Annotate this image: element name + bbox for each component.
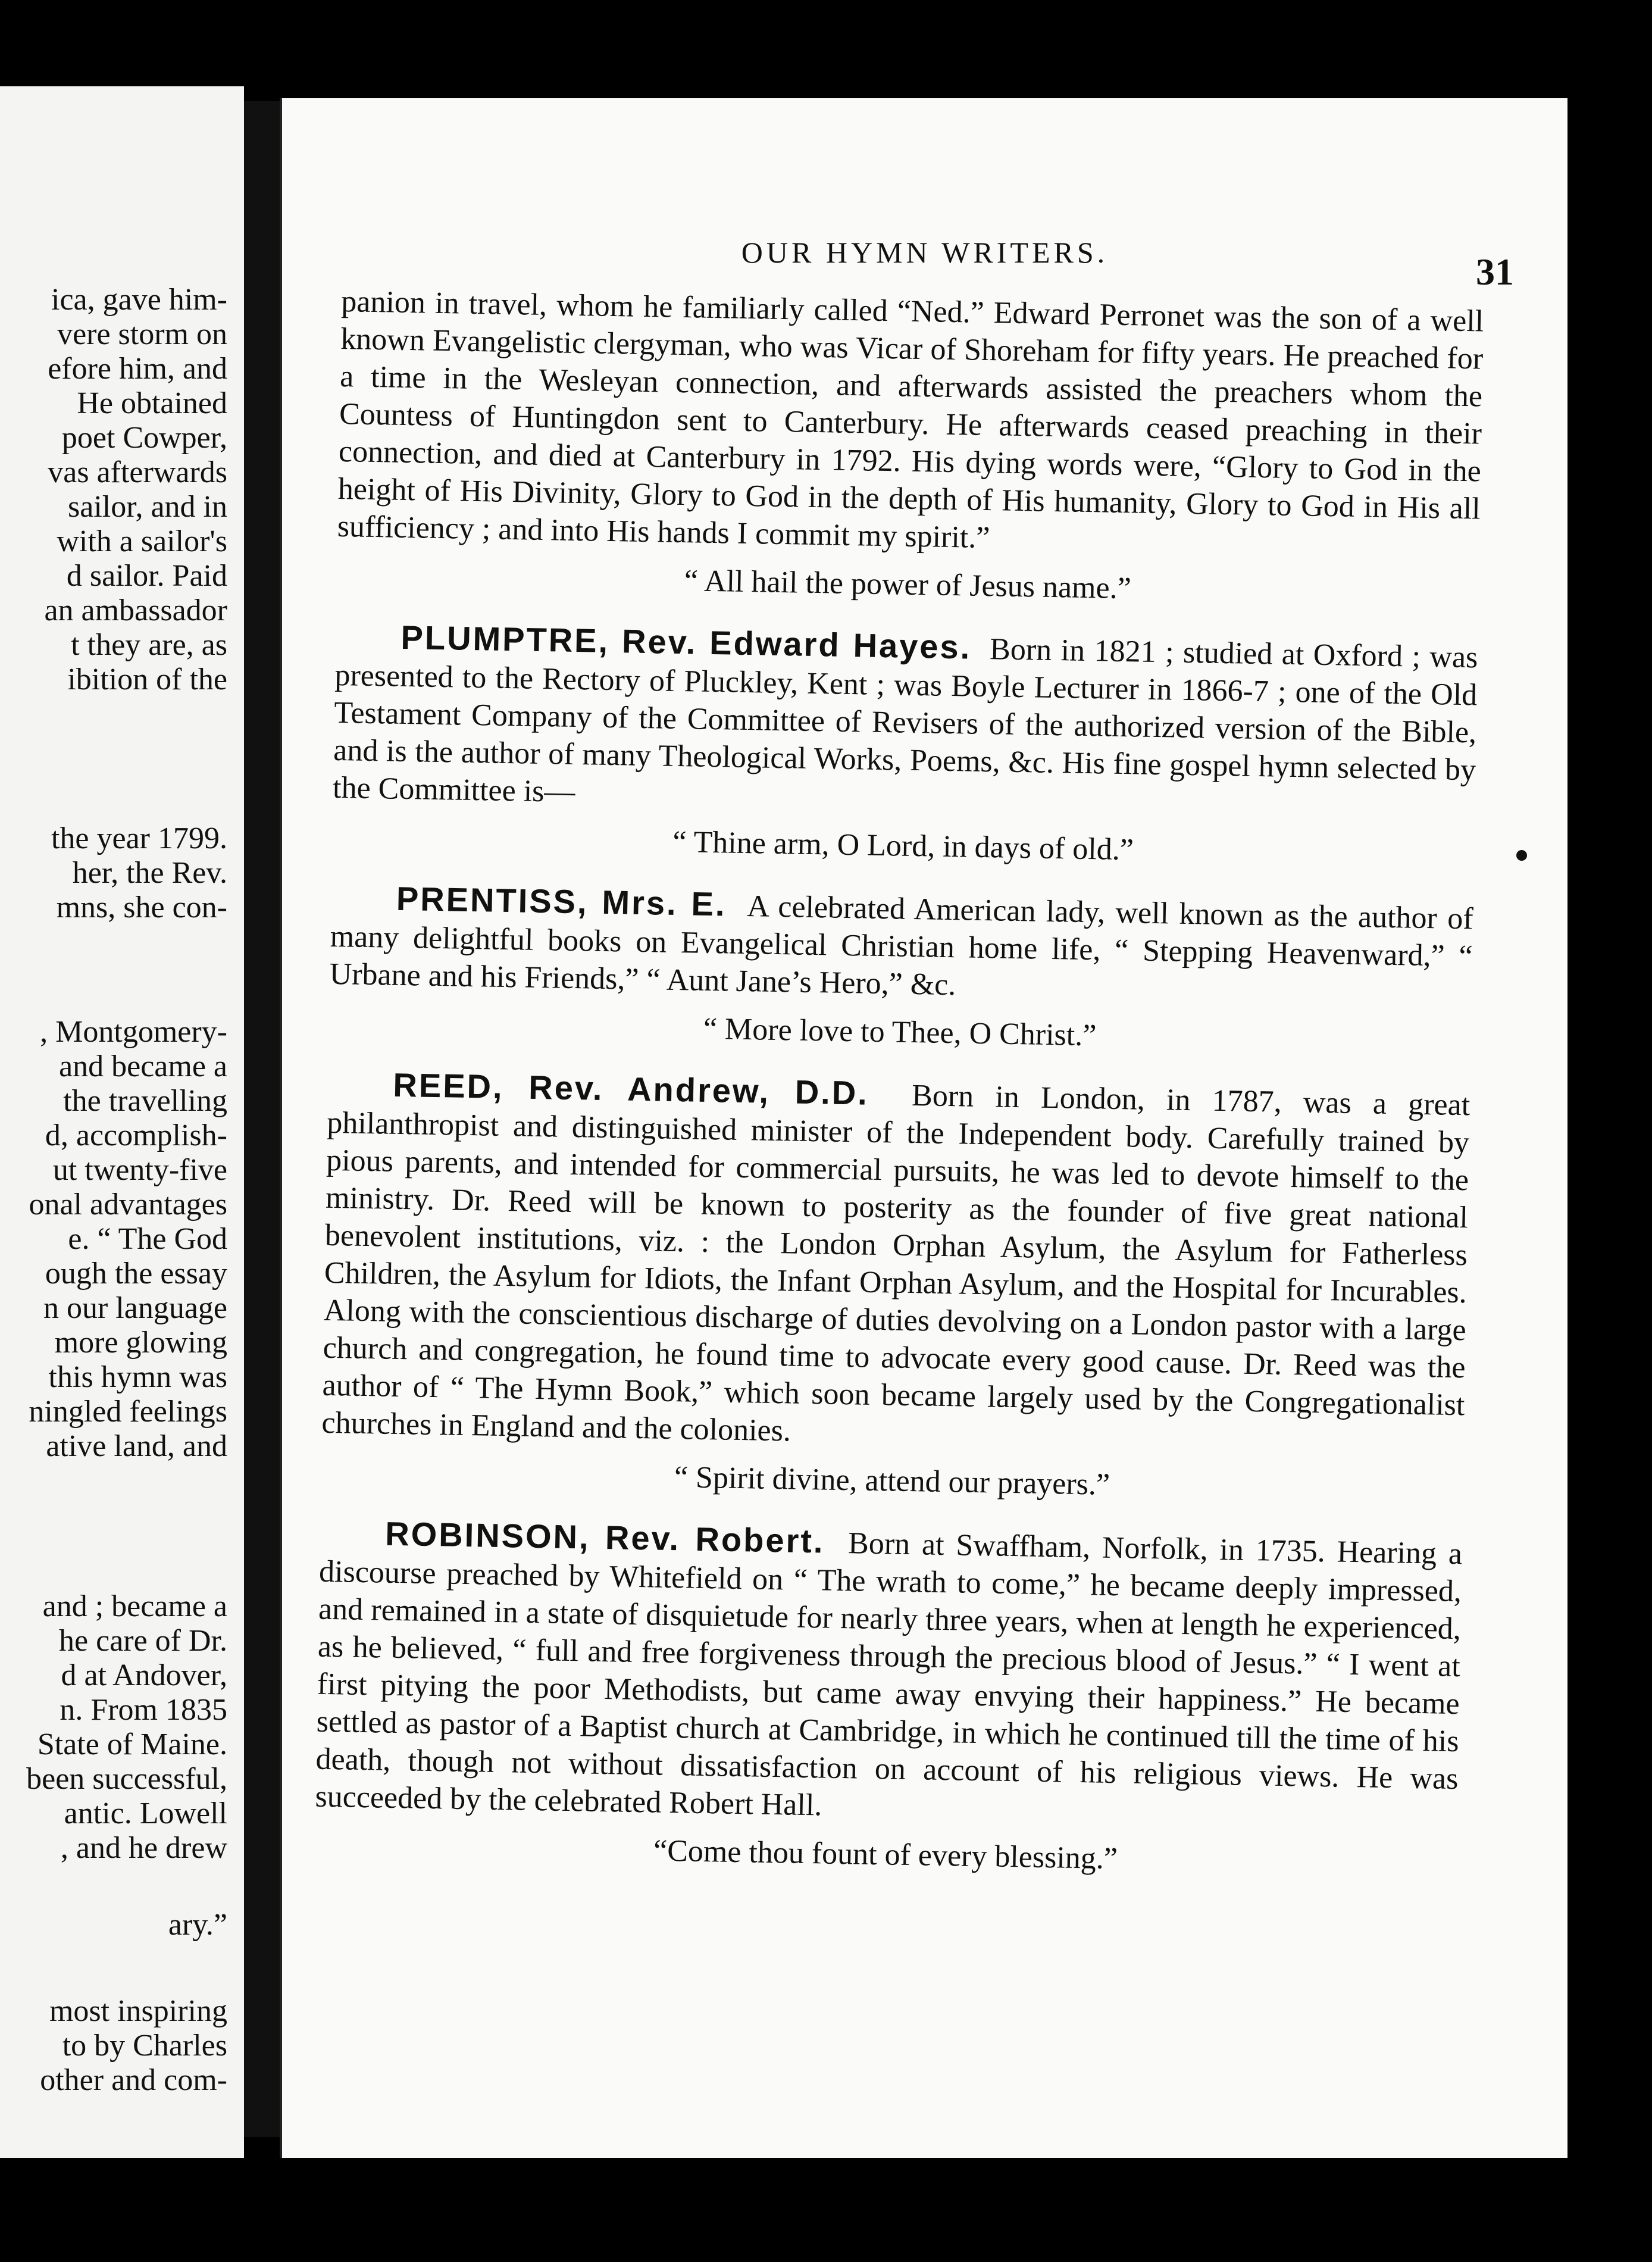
left-page-line: and ; became a [42,1589,227,1623]
intro-paragraph: panion in travel, whom he familiarly called “Ned.” Edward Perronet was the son of a well known Evangelistic clergyman, who was Vicar of Shoreham for fifty years. He preached for a time in the Wesleyan connection, and afterwards assisted the preachers whom the Countess of Huntingdon sent to Canterbury. He afterwards ceased preaching in their connection, and died at Canterbury in 1792. His dying words were, “Glory to God in the height of His Divinity, Glory to God in the depth of His humanity, Glory to God in His all sufficiency ; and into His hands I commit my spirit.” [337,284,1484,555]
left-page-line: mns, she con- [56,891,227,924]
entry-name: PLUMPTRE, Rev. Edward Hayes. [401,618,972,666]
left-page-line: ative land, and [46,1429,227,1463]
running-head: OUR HYMN WRITERS. [741,236,1109,269]
hymn-title: “Come thou fount of every blessing.” [653,1833,1118,1876]
left-page-line: , Montgomery- [40,1015,227,1049]
hymn-title: “ Thine arm, O Lord, in days of old.” [672,824,1134,867]
hymn-title: “ More love to Thee, O Christ.” [703,1011,1097,1053]
left-page-line: State of Maine. [37,1727,227,1761]
biography-entry [321,1065,1470,1510]
entry-text: Born in London, in 1787, was a great philanthropist and distinguished minister of the Independent body. Carefully trained by pious parents, and intended for commercial pursuits, he was led to devote himself to the ministry. Dr. Reed will be known to posterity as the founder of five great national benevolent institutions, viz. : the London Orphan Asylum, the Asylum for Fatherless Children, the Asylum for Idiots, the Infant Orphan Asylum, and the Hospital for Incurables. Along with the conscientious discharge of duties devolving on a London pastor with a large church and congregation, he found time to advocate every good cause. Dr. Reed was the author of “ The Hymn Book,” which soon became largely used by the Congregationalist churches in England and the colonies. [321,1078,1470,1448]
entry-name: ROBINSON, Rev. Robert. [384,1514,825,1560]
left-page-line: to by Charles [62,2029,227,2063]
page-body [314,283,1484,1883]
left-page-line: He obtained [77,386,227,420]
page-number: 31 [1476,251,1514,293]
left-page-line: sailor, and in [68,490,227,524]
left-page-line: n. From 1835 [60,1693,227,1727]
left-page-line: an ambassador [44,593,227,627]
left-page-line: n our language [43,1291,227,1325]
left-page-line: onal advantages [29,1188,227,1221]
left-page-line: antic. Lowell [64,1797,227,1830]
left-page-line: ut twenty-five [52,1153,227,1187]
left-page-line: e. “ The God [68,1222,227,1256]
biography-entry [331,617,1478,874]
right-page [280,98,1567,2158]
left-page-line: ica, gave him- [51,283,227,317]
entry-paragraph [315,1514,1463,1835]
left-page-line: and became a [59,1049,227,1083]
left-page-line: he care of Dr. [59,1624,227,1658]
hymn-title: “ All hail the power of Jesus name.” [684,564,1132,606]
left-page-line: been successful, [26,1762,227,1796]
margin-dot [1516,850,1527,861]
biography-entry [328,879,1473,1061]
entry-paragraph [333,617,1478,826]
left-page-line: vere storm on [57,317,227,351]
left-page-line: the year 1799. [51,821,227,855]
left-page-line: other and com- [40,2063,227,2097]
entry-paragraph [329,879,1473,1013]
left-page-line: poet Cowper, [61,421,227,455]
left-page-line: vas afterwards [48,455,227,489]
entry-name: PRENTISS, Mrs. E. [396,879,727,923]
entry-name: REED, Rev. Andrew, D.D. [392,1066,869,1112]
left-page-line: this hymn was [48,1360,227,1394]
left-page-line: most inspiring [49,1994,227,2028]
left-page-line: the travelling [63,1084,227,1118]
left-page-line: her, the Rev. [72,856,227,890]
left-page-line: efore him, and [48,352,227,386]
entry-text: Born at Swaffham, Norfolk, in 1735. Hearing a discourse preached by Whitefield on “ The wrath to come,” he became deeply impressed, and remained in a state of disquietude for nearly three years, when at length he experienced, as he believed, “ full and free forgiveness through the precious blood of Jesus.” “ I went at first pitying the poor Methodists, but came away envying their happiness.” He became settled as pastor of a Baptist church at Cambridge, in which he continued till the time of his death, though not without dissatisfaction on account of his religious views. He was succeeded by the celebrated Robert Hall. [315,1526,1463,1823]
hymn-title: “ Spirit divine, attend our prayers.” [674,1460,1110,1502]
left-page-line: ningled feelings [29,1395,227,1429]
left-page-line: more glowing [54,1326,227,1360]
left-page-line: ary.” [168,1908,227,1942]
left-page-line: with a sailor's [57,524,227,558]
entry-text: Born in 1821 ; studied at Oxford ; was presented to the Rectory of Pluckley, Kent ; was Boyle Lecturer in 1866-7 ; one of the Old Testament Company of the Committee of Revisers of the authorized version of the Bible, and is the author of many Theological Works, Poems, &c. His fine gospel hymn selected by the Committee is— [332,632,1478,809]
left-page-line: , and he drew [60,1831,227,1865]
left-page-line: ough the essay [45,1257,227,1291]
left-page-line: d sailor. Paid [66,559,227,593]
left-page-line: ibition of the [67,663,227,696]
left-facing-page [0,86,244,2158]
left-page-line: d at Andover, [61,1658,227,1692]
left-page-line: t they are, as [71,628,227,662]
entry-text: A celebrated American lady, well known as the author of many delightful books on Evangelical Christian home life, “ Stepping Heavenward,” “ Urbane and his Friends,” “ Aunt Jane’s Hero,” &c. [329,889,1474,1002]
entry-paragraph [321,1065,1470,1461]
left-page-line: d, accomplish- [45,1118,227,1152]
biography-entry [314,1514,1463,1883]
